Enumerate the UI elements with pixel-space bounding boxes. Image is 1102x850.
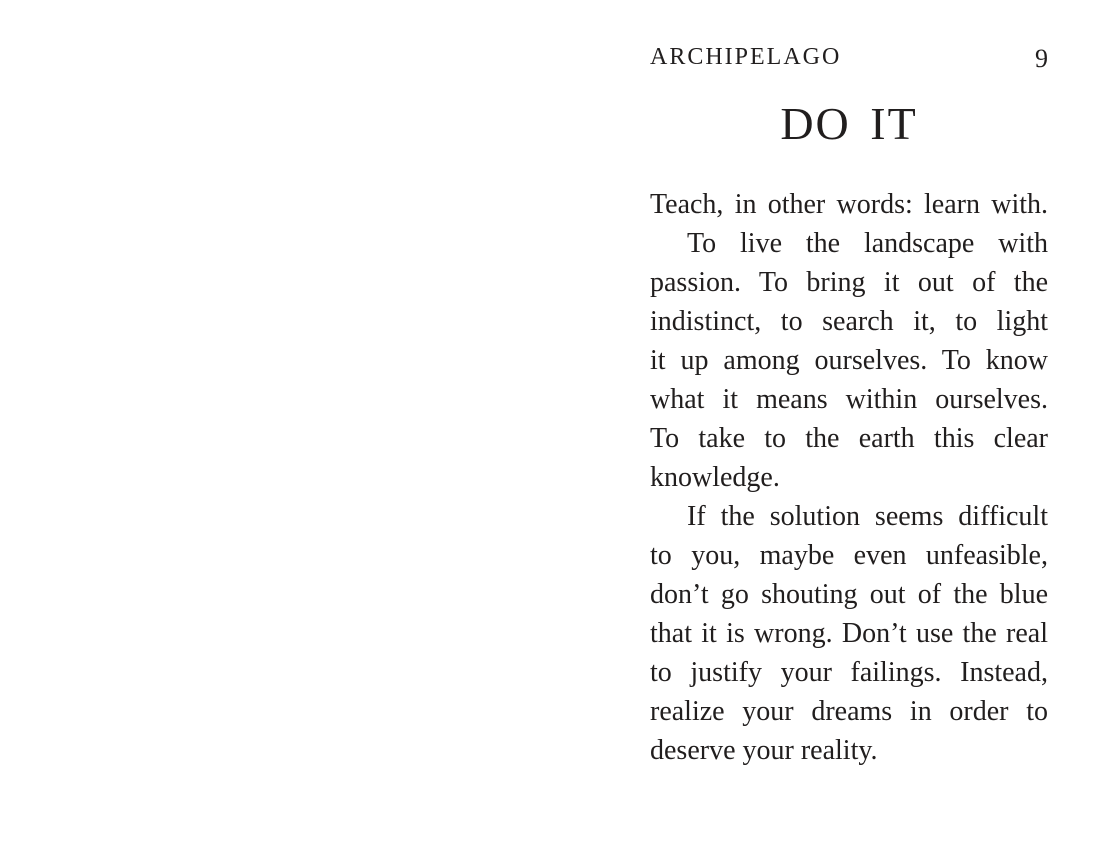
body-line: passion. To bring it out of the (650, 267, 1048, 298)
body-line: what it means within ourselves. (650, 384, 1048, 415)
body-line: To take to the earth this clear (650, 423, 1048, 454)
chapter-title: DO IT (780, 98, 918, 149)
body-line: deserve your reality. (650, 735, 878, 766)
body-line: realize your dreams in order to (650, 696, 1048, 727)
body-line: Teach, in other words: learn with. (650, 189, 1048, 220)
body-line: to justify your failings. Instead, (650, 657, 1048, 688)
body-line: indistinct, to search it, to light (650, 306, 1048, 337)
body-line: that it is wrong. Don’t use the real (650, 618, 1048, 649)
running-head-book-title: ARCHIPELAGO (650, 44, 842, 70)
body-line: To live the landscape with (687, 228, 1048, 259)
running-head (650, 45, 1048, 71)
body-line: If the solution seems difficult (687, 501, 1048, 532)
body-text-column (650, 185, 1048, 770)
body-line: knowledge. (650, 462, 780, 493)
page-number-folio: 9 (1035, 44, 1048, 73)
body-line: it up among ourselves. To know (650, 345, 1048, 376)
body-line: to you, maybe even unfeasible, (650, 540, 1048, 571)
body-line: don’t go shouting out of the blue (650, 579, 1048, 610)
